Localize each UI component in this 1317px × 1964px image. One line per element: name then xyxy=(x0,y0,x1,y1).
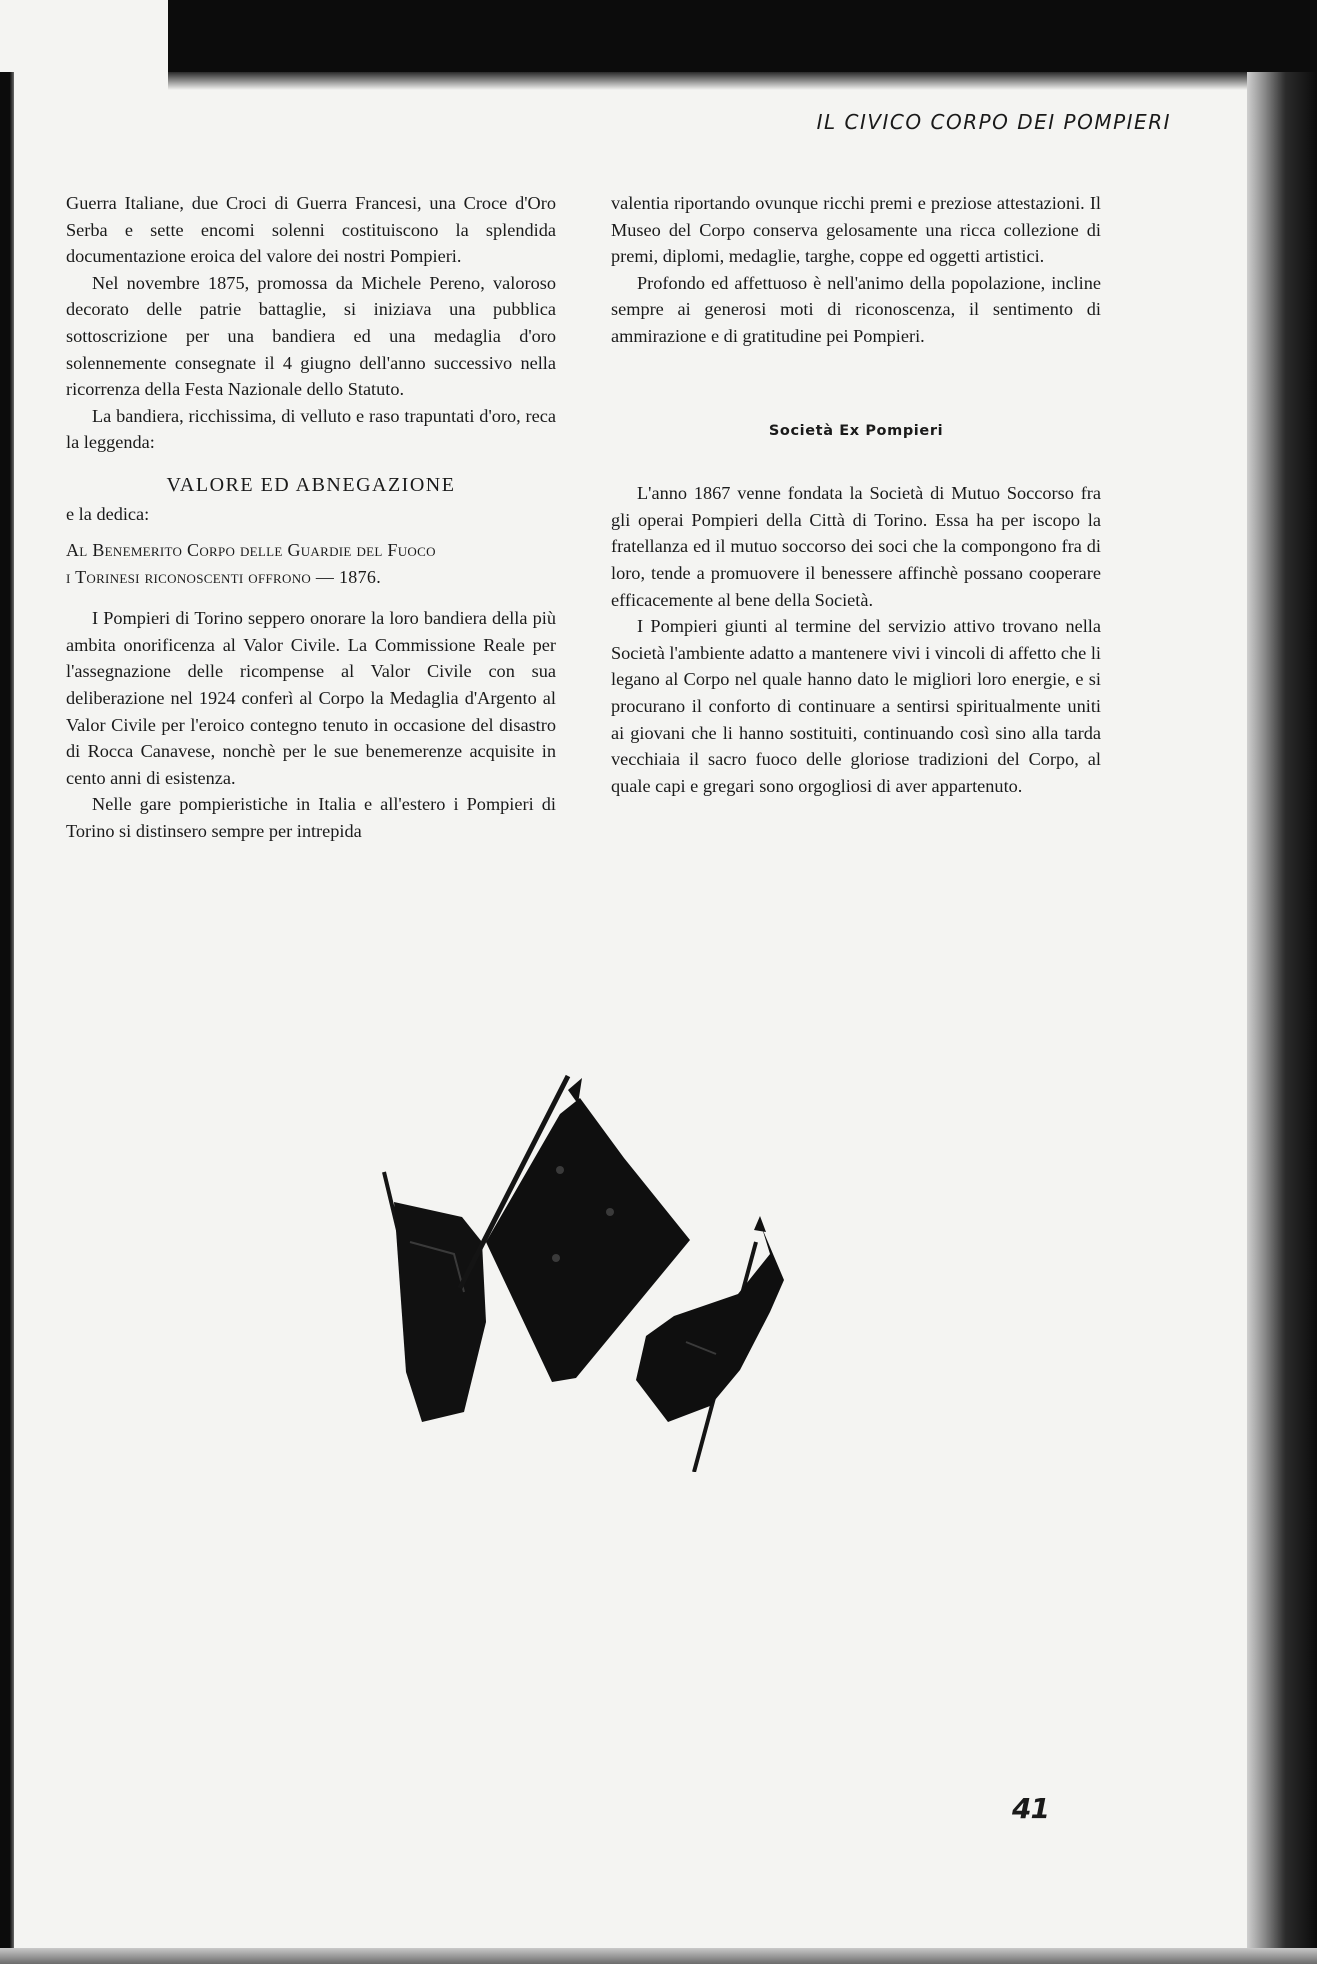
dedication-line: i Torinesi riconoscenti offrono — 1876. xyxy=(66,567,381,588)
left-column xyxy=(66,190,556,844)
section-title: Società Ex Pompieri xyxy=(768,422,944,439)
scan-border-notch xyxy=(0,0,168,10)
paragraph: valentia riportando ovunque ricchi premi e preziose attestazioni. Il Museo del Corpo conserva gelosamente una ricca collezione di premi, diplomi, medaglie, targhe, coppe ed oggetti artistici. xyxy=(611,193,1101,267)
paragraph: I Pompieri giunti al termine del servizio attivo trovano nella Società l'ambiente adatto a mantenere vivi i vincoli di affetto che li legano al Corpo nel quale hanno dato le migliori loro energie, e si procurano il conforto di continuare a sentirsi spiritualmente uniti ai giovani che li hanno sostituiti, continuando così sino alla tarda vecchiaia il sacro fuoco delle gloriose tradizioni del Corpo, al quale capi e gregari sono orgogliosi di aver appartenuto. xyxy=(611,616,1101,796)
scan-border-right xyxy=(1247,72,1317,1964)
scan-border-top xyxy=(0,0,1317,72)
running-head: IL CIVICO CORPO DEI POMPIERI xyxy=(816,110,1171,134)
flags-photo xyxy=(314,992,954,1472)
paragraph: I Pompieri di Torino seppero onorare la loro bandiera della più ambita onorificenza al Valor Civile. La Commissione Reale per l'assegnazione delle ricompense al Valor Civile con sua deliberazione nel 1924 conferì al Corpo la Medaglia d'Argento al Valor Civile per l'eroico contegno tenuto in occasione del disastro di Rocca Canavese, nonchè per le sue benemerenze acquisite in cento anni di esistenza. xyxy=(66,608,556,788)
page-number: 41 xyxy=(1012,1792,1049,1825)
scan-border-bottom xyxy=(0,1948,1317,1964)
scan-border-top-left xyxy=(0,10,168,72)
flag-motto: VALORE ED ABNEGAZIONE xyxy=(166,473,456,496)
paragraph: Profondo ed affettuoso è nell'animo della popolazione, incline sempre ai generosi moti di riconoscenza, il sentimento di ammirazione e di gratitudine pei Pompieri. xyxy=(611,272,1101,346)
paragraph: Nelle gare pompieristiche in Italia e all'estero i Pompieri di Torino si distinsero sempre per intrepida xyxy=(66,794,556,841)
dedication-line: Al Benemerito Corpo delle Guardie del Fuoco xyxy=(66,540,436,561)
scan-border-left xyxy=(0,72,14,1964)
book-page xyxy=(14,72,1247,1948)
flag-left xyxy=(384,1172,486,1422)
dedication-label: e la dedica: xyxy=(66,503,150,524)
paragraph: Guerra Italiane, due Croci di Guerra Francesi, una Croce d'Oro Serba e sette encomi solenni costituiscono la splendida documentazione eroica del valore dei nostri Pompieri. xyxy=(66,193,556,267)
paragraph: Nel novembre 1875, promossa da Michele Pereno, valoroso decorato delle patrie battaglie, si iniziava una pubblica sottoscrizione per una bandiera ed una medaglia d'oro solennemente consegnate il 4 giugno dell'anno successivo nella ricorrenza della Festa Nazionale dello Statuto. xyxy=(66,272,556,400)
paragraph: L'anno 1867 venne fondata la Società di Mutuo Soccorso fra gli operai Pompieri della Città di Torino. Essa ha per iscopo la fratellanza ed il mutuo soccorso dei soci che la compongono fra di loro, tende a promuovere il benessere affinchè possano cooperare efficacemente al bene della Società. xyxy=(611,483,1101,610)
flag-dedication xyxy=(66,537,556,591)
right-column xyxy=(611,190,1101,799)
paragraph: La bandiera, ricchissima, di velluto e raso trapuntati d'oro, reca la leggenda: xyxy=(66,405,556,453)
